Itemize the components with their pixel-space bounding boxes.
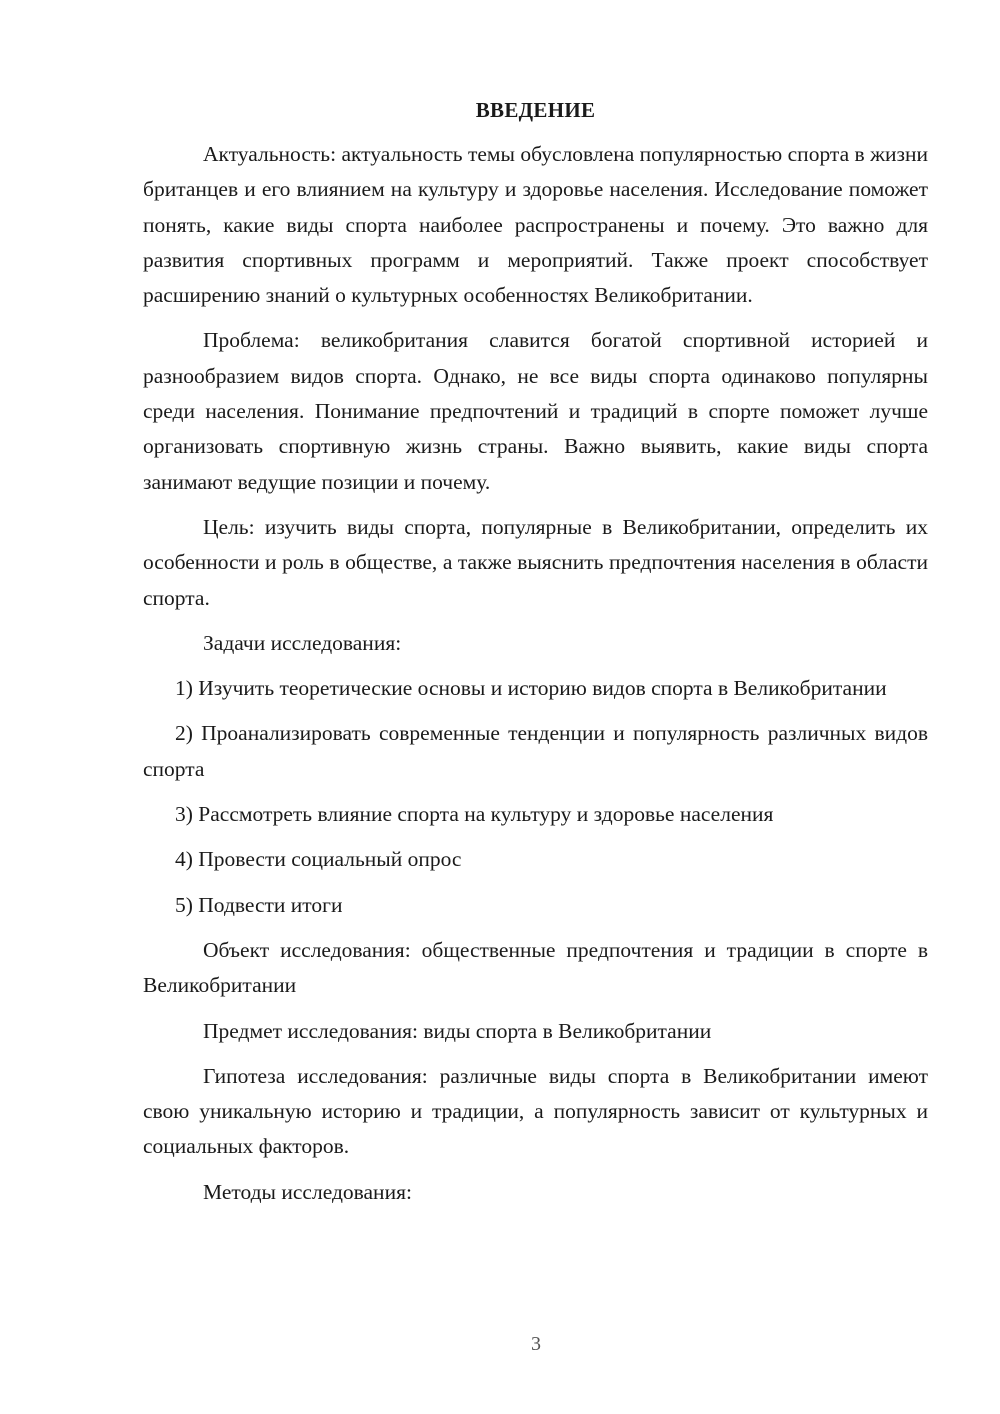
paragraph-problem: Проблема: великобритания славится богатой спортивной историей и разнообразием видов спорта. Однако, не все виды спорта одинаково популярны среди населения. Понимание предпочтений и традиций в спорте поможет лучше организовать спортивную жизнь страны. Важно выявить, какие виды спорта занимают ведущие позиции и почему. xyxy=(143,328,928,494)
task-item-1: 1) Изучить теоретические основы и историю видов спорта в Великобритании xyxy=(175,676,887,701)
task-item-5: 5) Подвести итоги xyxy=(175,892,343,917)
paragraph-relevance: Актуальность: актуальность темы обусловлена популярностью спорта в жизни британцев и его влиянием на культуру и здоровье населения. Исследование поможет понять, какие виды спорта наиболее распространены и почему. Это важно для развития спортивных программ и мероприятий. Также проект способствует расширению знаний о культурных особенностях Великобритании. xyxy=(143,142,928,308)
task-item-2: 2) Проанализировать современные тенденции и популярность различных видов спорта xyxy=(143,721,928,781)
paragraph-object: Объект исследования: общественные предпочтения и традиции в спорте в Великобритании xyxy=(143,937,928,998)
paragraph-subject: Предмет исследования: виды спорта в Великобритании xyxy=(203,1018,712,1043)
paragraph-hypothesis: Гипотеза исследования: различные виды спорта в Великобритании имеют свою уникальную историю и традиции, а популярность зависит от культурных и социальных факторов. xyxy=(143,1063,928,1159)
page-number: 3 xyxy=(531,1333,541,1355)
paragraph-tasks-heading: Задачи исследования: xyxy=(203,630,402,655)
task-item-3: 3) Рассмотреть влияние спорта на культуру и здоровье населения xyxy=(175,802,774,827)
document-page xyxy=(143,96,928,1220)
paragraph-goal: Цель: изучить виды спорта, популярные в Великобритании, определить их особенности и роль в обществе, а также выяснить предпочтения населения в области спорта. xyxy=(143,514,928,610)
paragraph-methods: Методы исследования: xyxy=(203,1179,412,1204)
task-item-4: 4) Провести социальный опрос xyxy=(175,847,462,872)
section-title: ВВЕДЕНИЕ xyxy=(475,98,596,122)
